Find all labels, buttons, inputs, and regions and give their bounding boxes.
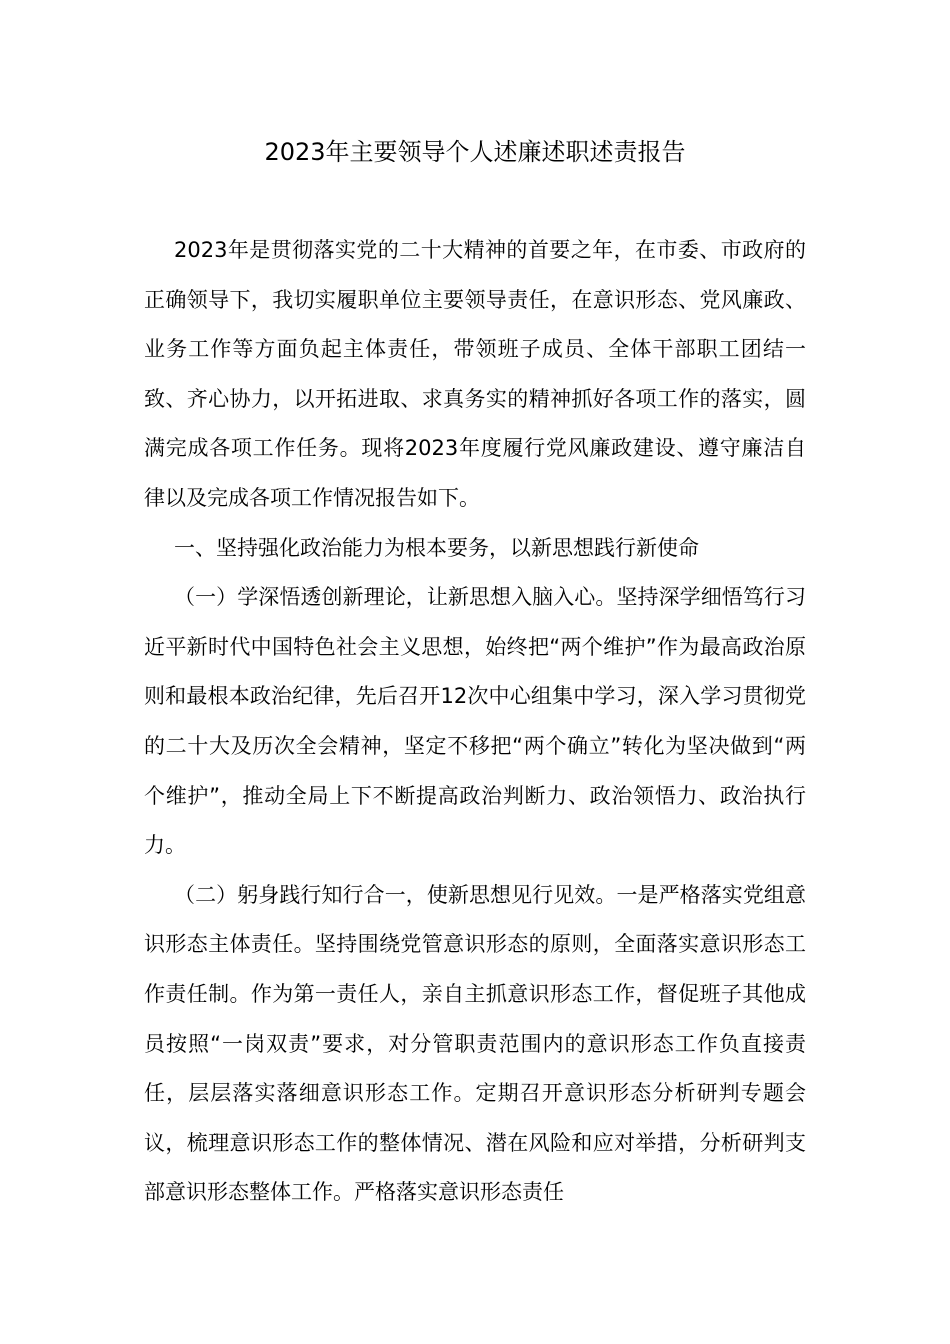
document-title: 2023年主要领导个人述廉述职述责报告 bbox=[264, 138, 686, 166]
section-heading-1: 一、坚持强化政治能力为根本要务，以新思想践行新使命 bbox=[174, 535, 699, 560]
paragraph-intro: 2023年是贯彻落实党的二十大精神的首要之年，在市委、市政府的正确领导下，我切实履职单位主要领导责任，在意识形态、党风廉政、业务工作等方面负起主体责任，带领班子成员、全体干部职工团结一致、齐心协力，以开拓进取、求真务实的精神抓好各项工作的落实，圆满完成各项工作任务。现将2023年度履行党风廉政建设、遵守廉洁自律以及完成各项工作情况报告如下。 bbox=[144, 238, 806, 510]
document-body bbox=[144, 226, 806, 1218]
paragraph-subsection-2: （二）躬身践行知行合一，使新思想见行见效。一是严格落实党组意识形态主体责任。坚持围绕党管意识形态的原则，全面落实意识形态工作责任制。作为第一责任人，亲自主抓意识形态工作，督促班子其他成员按照“一岗双责”要求，对分管职责范围内的意识形态工作负直接责任，层层落实落细意识形态工作。定期召开意识形态分析研判专题会议，梳理意识形态工作的整体情况、潜在风险和应对举措，分析研判支部意识形态整体工作。严格落实意识形态责任 bbox=[144, 882, 806, 1205]
paragraph-subsection-1: （一）学深悟透创新理论，让新思想入脑入心。坚持深学细悟笃行习近平新时代中国特色社会主义思想，始终把“两个维护”作为最高政治原则和最根本政治纪律，先后召开12次中心组集中学习，深入学习贯彻党的二十大及历次全会精神，坚定不移把“两个确立”转化为坚决做到“两个维护”，推动全局上下不断提高政治判断力、政治领悟力、政治执行力。 bbox=[144, 585, 806, 858]
